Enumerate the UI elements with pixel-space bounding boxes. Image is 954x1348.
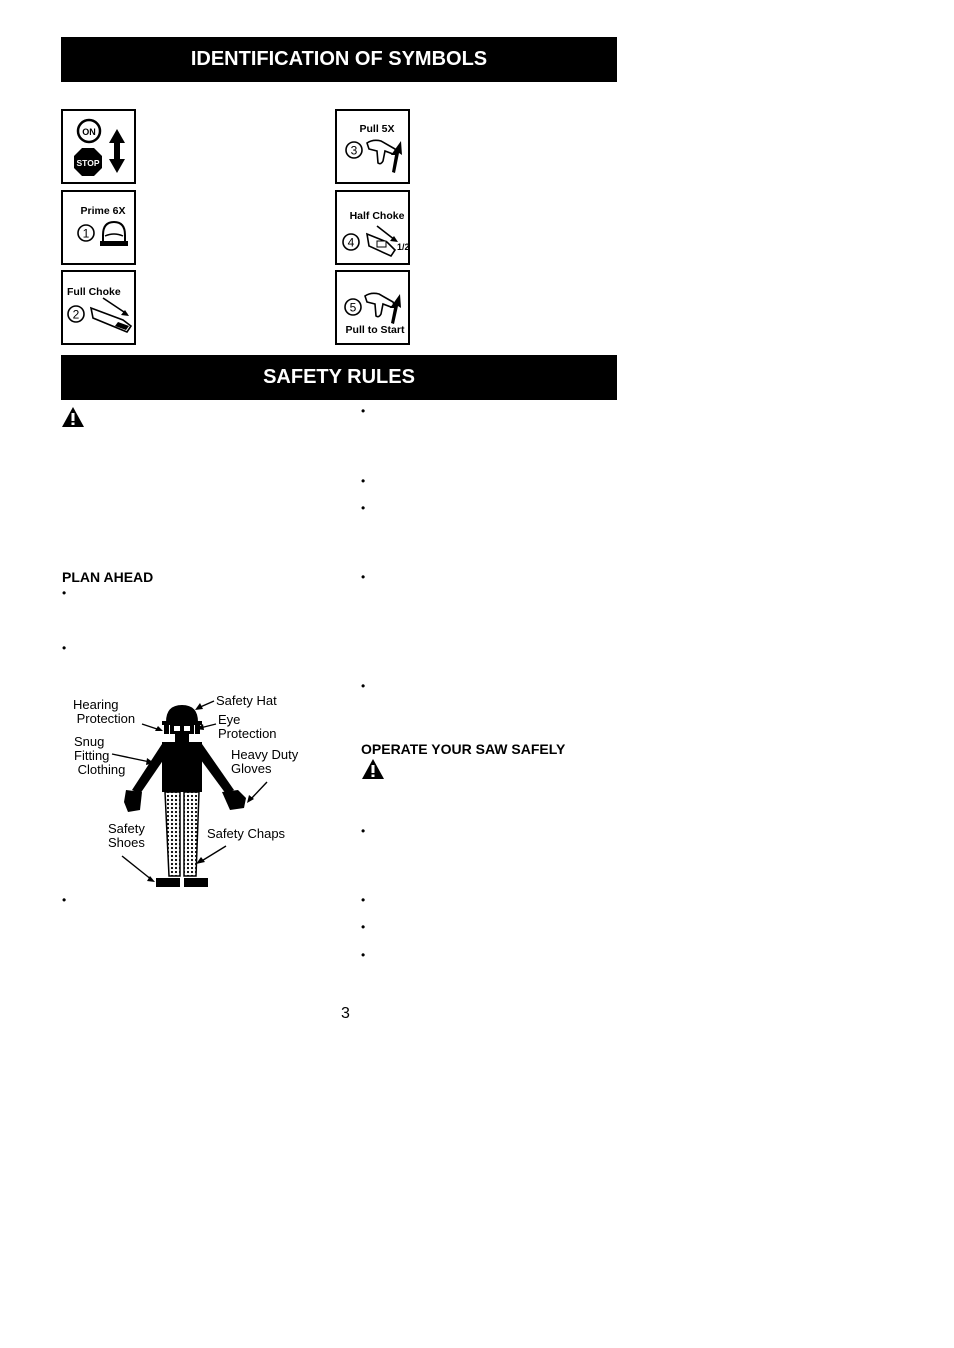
page-number: 3 [341, 1005, 350, 1022]
pull-start-handle-icon [337, 272, 408, 343]
bullet-marker: • [361, 404, 366, 418]
bullet-marker: • [62, 586, 67, 600]
plan-ahead-heading: PLAN AHEAD [62, 569, 154, 585]
bullet-marker: • [62, 641, 67, 655]
prime-label: Prime 6X [80, 205, 126, 217]
on-stop-icon [63, 111, 134, 182]
pull-5x-step-number: 3 [350, 143, 358, 158]
half-choke-symbol [335, 190, 410, 265]
full-choke-symbol [61, 270, 136, 345]
operate-safely-heading: OPERATE YOUR SAW SAFELY [361, 741, 566, 757]
hearing-protection-label: Hearing Protection [73, 697, 136, 726]
safety-chaps-label: Safety Chaps [207, 826, 286, 841]
prime-symbol [61, 190, 136, 265]
pull-5x-symbol [335, 109, 410, 184]
half-fraction-label: 1/2 [397, 242, 410, 252]
half-choke-step-number: 4 [347, 235, 355, 250]
safety-shoes-label: Safety Shoes [108, 821, 145, 850]
prime-step-number: 1 [82, 226, 90, 241]
bullet-marker: • [361, 679, 366, 693]
bullet-marker: • [361, 920, 366, 934]
half-choke-label: Half Choke [349, 210, 405, 222]
snug-fitting-clothing-label: Snug Fitting Clothing [74, 734, 126, 777]
safety-apparel-figure [62, 690, 312, 890]
choke-lever-icon [63, 272, 134, 343]
pull-to-start-label: Pull to Start [345, 324, 405, 336]
bullet-marker: • [361, 501, 366, 515]
starter-handle-icon [337, 111, 408, 182]
on-label: ON [82, 127, 96, 137]
warning-triangle-icon [361, 758, 385, 780]
pull-to-start-step-number: 5 [349, 300, 357, 315]
safety-heading-banner [61, 355, 617, 400]
warning-triangle-icon [61, 406, 85, 428]
full-choke-label: Full Choke [67, 286, 121, 298]
symbols-heading-banner [61, 37, 617, 82]
pull-5x-label: Pull 5X [359, 123, 395, 135]
stop-label: STOP [76, 158, 100, 168]
bullet-marker: • [361, 948, 366, 962]
safety-hat-label: Safety Hat [216, 693, 277, 708]
on-stop-symbol [61, 109, 136, 184]
safety-heading: SAFETY RULES [263, 366, 415, 388]
eye-protection-label: Eye Protection [218, 712, 277, 741]
bullet-marker: • [361, 474, 366, 488]
bullet-marker: • [62, 893, 67, 907]
symbols-heading: IDENTIFICATION OF SYMBOLS [190, 48, 488, 70]
pull-to-start-symbol [335, 270, 410, 345]
bullet-marker: • [361, 570, 366, 584]
bullet-marker: • [361, 824, 366, 838]
half-choke-lever-icon [337, 192, 408, 263]
bullet-marker: • [361, 893, 366, 907]
full-choke-step-number: 2 [72, 307, 80, 322]
primer-bulb-icon [63, 192, 134, 263]
heavy-duty-gloves-label: Heavy Duty Gloves [231, 747, 299, 776]
